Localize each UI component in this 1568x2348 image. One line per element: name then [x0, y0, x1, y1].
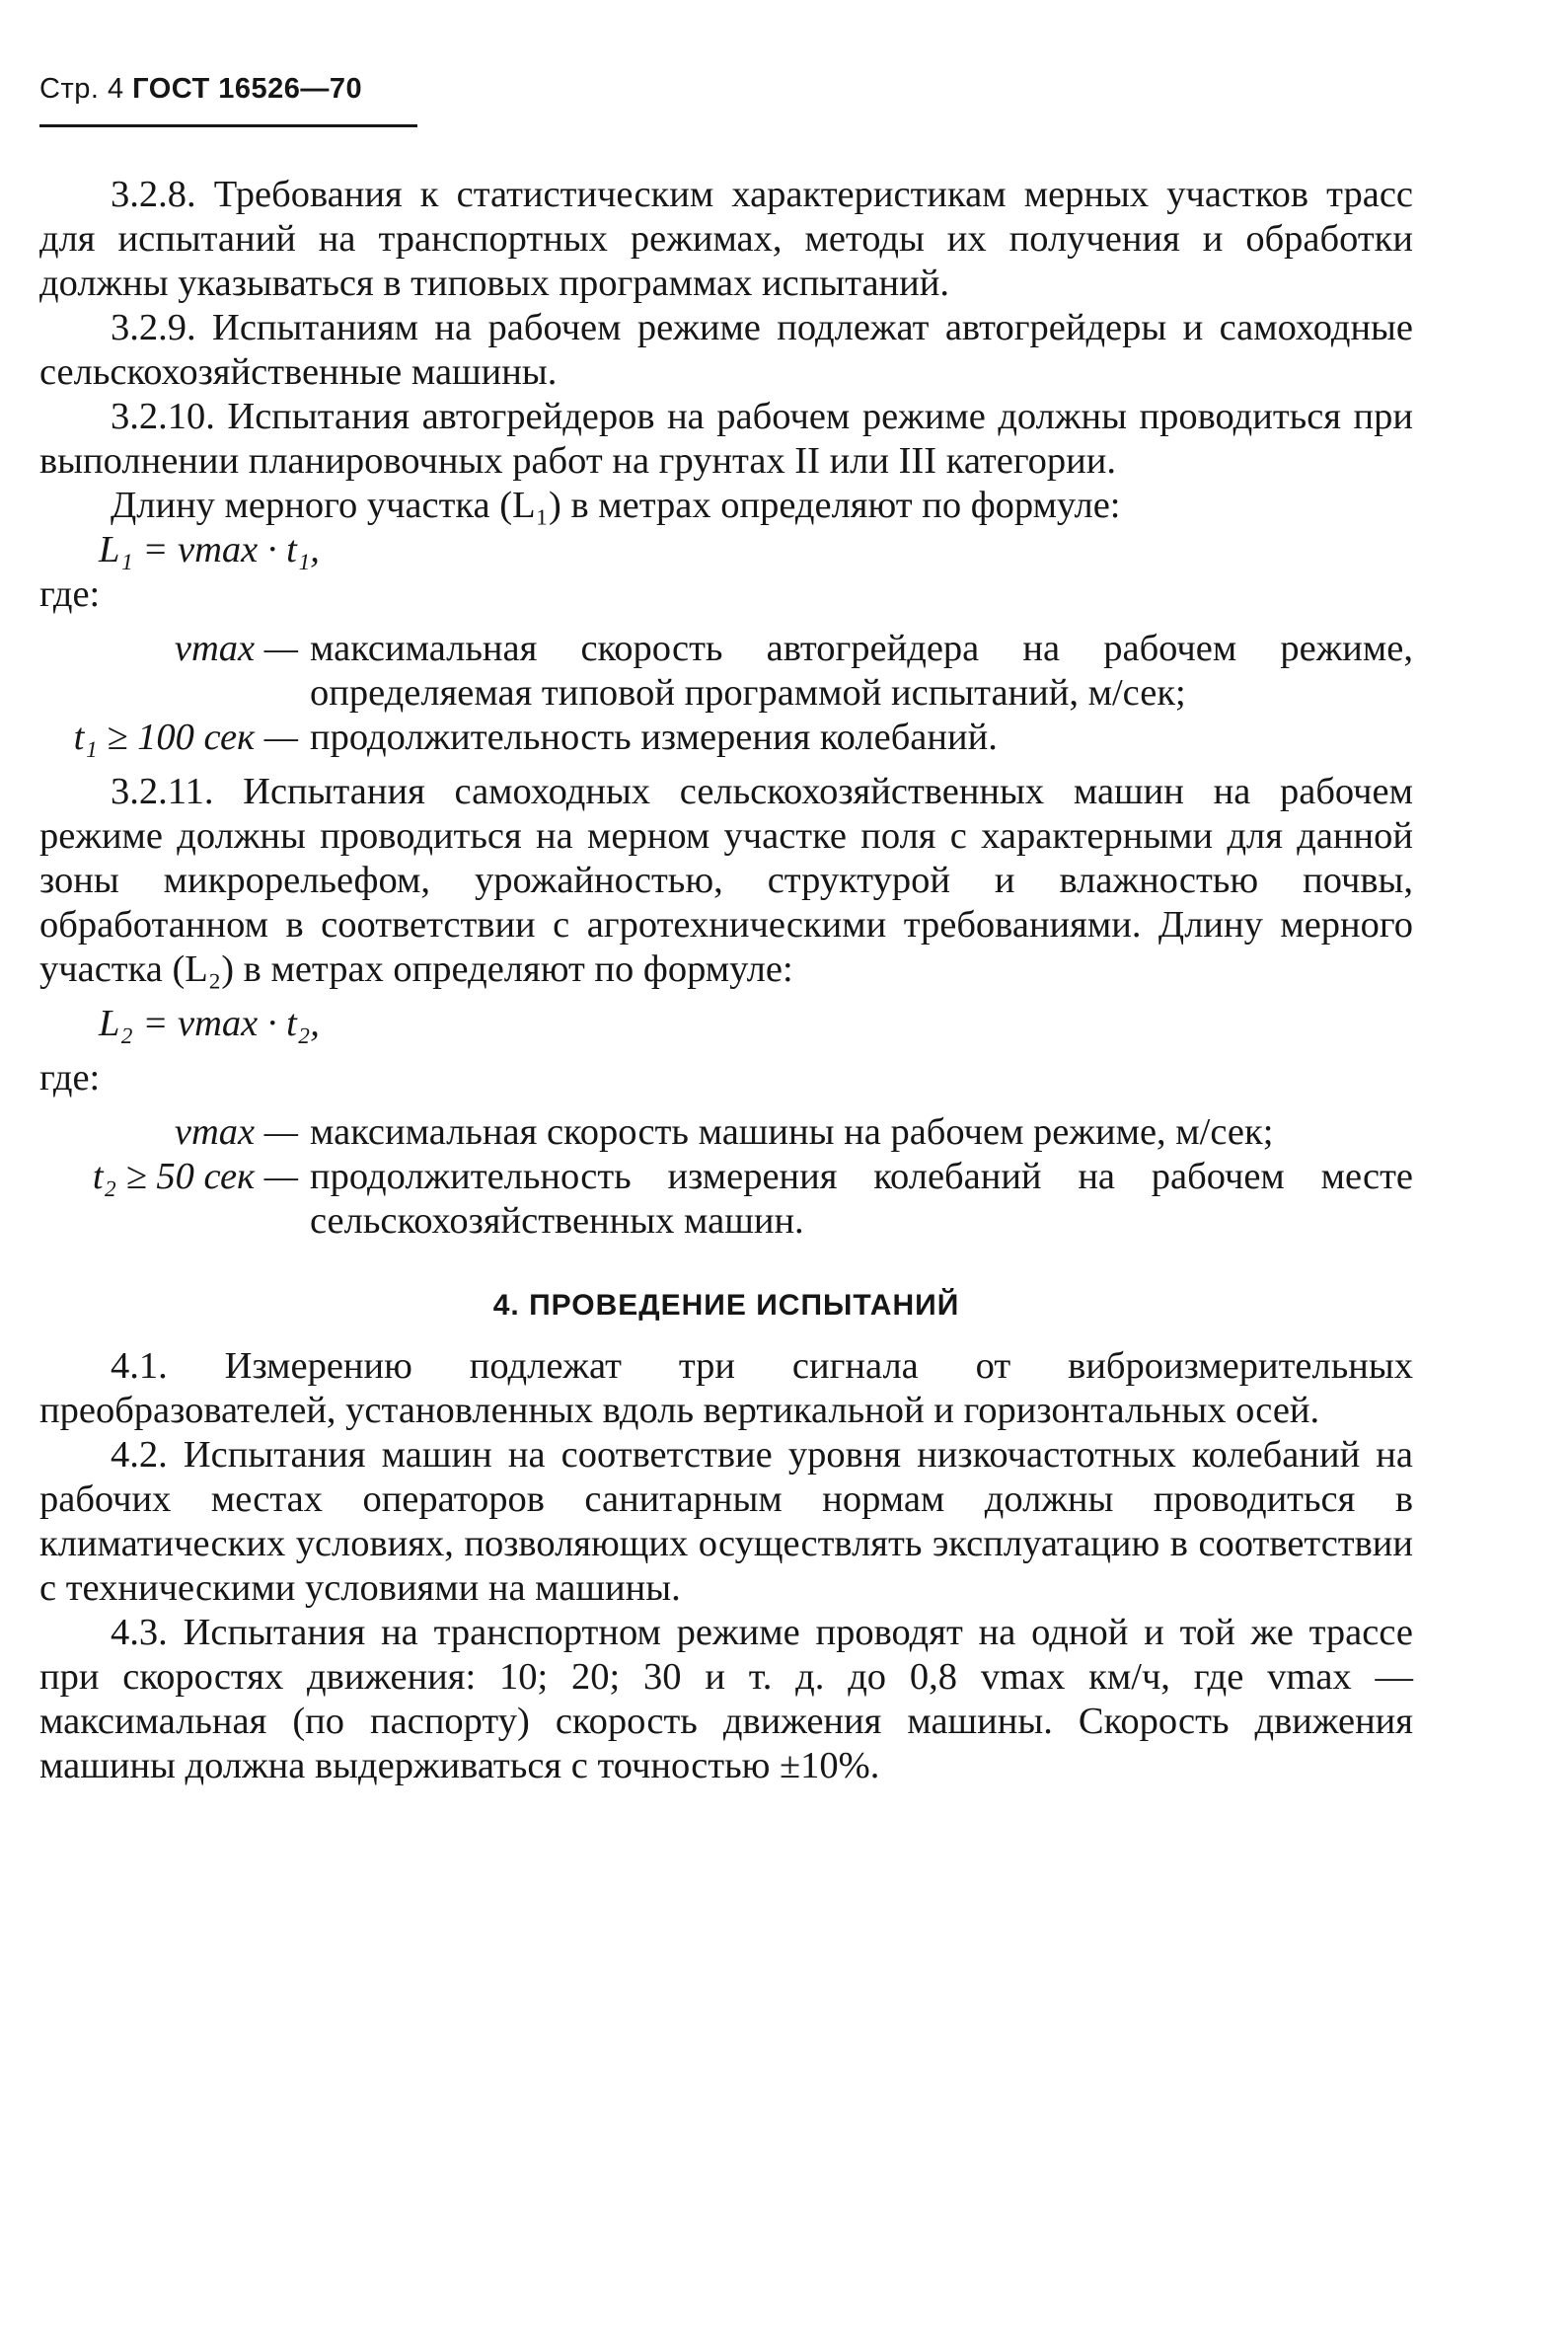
definition-text: продолжительность измерения колебаний на рабочем месте сельскохозяйственных машин.: [310, 1156, 1413, 1242]
definition-vmax-1: [39, 627, 1413, 716]
where-label-2: где:: [39, 1057, 101, 1098]
definition-t1: [39, 716, 1413, 760]
definition-term: vmax —: [174, 628, 298, 669]
paragraph-4-3: 4.3. Испытания на транспортном режиме проводят на одной и той же трассе при скоростях движения: 10; 20; 30 и т. д. до 0,8 vmax км/ч, где vmax — максимальная (по паспорту) скорость движения машины. Скорость движения машины должна выдерживаться с точностью ±10%.: [39, 1612, 1413, 1786]
length-l1-intro: Длину мерного участка (L₁) в метрах определяют по формуле:: [111, 485, 1121, 526]
page-number: Стр. 4: [39, 73, 124, 105]
header-rule: [39, 124, 417, 127]
definition-term: t₂ ≥ 50 сек —: [92, 1156, 298, 1197]
definition-term: vmax —: [174, 1111, 298, 1153]
paragraph-4-1: 4.1. Измерению подлежат три сигнала от виброизмерительных преобразователей, установленных вдоль вертикальной и горизонтальных осей.: [39, 1345, 1413, 1431]
document-body: [39, 173, 1413, 1788]
definition-text: максимальная скорость машины на рабочем режиме, м/сек;: [310, 1111, 1274, 1153]
where-label-1: где:: [39, 573, 101, 615]
formula-l1: L₁ = vmax · t₁,: [99, 529, 320, 570]
paragraph-3-2-11: 3.2.11. Испытания самоходных сельскохозяйственных машин на рабочем режиме должны проводиться на мерном участке поля с характерными для данной зоны микрорельефом, урожайностью, структурой и влажностью почвы, обработанном в соответствии с агротехническими требованиями. Длину мерного участка (L₂) в метрах определяют по формуле:: [39, 771, 1413, 990]
definition-text: продолжительность измерения колебаний.: [310, 717, 998, 758]
page-header: [39, 73, 414, 106]
paragraph-3-2-8: 3.2.8. Требования к статистическим характеристикам мерных участков трасс для испытаний на транспортных режимах, методы их получения и обработки должны указываться в типовых программах испытаний.: [39, 174, 1413, 304]
formula-l2: L₂ = vmax · t₂,: [99, 1003, 320, 1044]
definition-t2: [39, 1155, 1413, 1244]
section-4-title: 4. ПРОВЕДЕНИЕ ИСПЫТАНИЙ: [492, 1289, 960, 1322]
definition-vmax-2: [39, 1110, 1413, 1155]
paragraph-3-2-9: 3.2.9. Испытаниям на рабочем режиме подлежат автогрейдеры и самоходные сельскохозяйственные машины.: [39, 307, 1413, 393]
standard-number: ГОСТ 16526—70: [132, 73, 363, 105]
paragraph-3-2-10: 3.2.10. Испытания автогрейдеров на рабочем режиме должны проводиться при выполнении планировочных работ на грунтах II или III категории.: [39, 396, 1413, 482]
definition-text: максимальная скорость автогрейдера на рабочем режиме, определяемая типовой программой испытаний, м/сек;: [310, 628, 1413, 714]
definition-term: t₁ ≥ 100 сек —: [73, 717, 298, 758]
paragraph-4-2: 4.2. Испытания машин на соответствие уровня низкочастотных колебаний на рабочих местах операторов санитарным нормам должны проводиться в климатических условиях, позволяющих осуществлять эксплуатацию в соответствии с техническими условиями на машины.: [39, 1434, 1413, 1609]
